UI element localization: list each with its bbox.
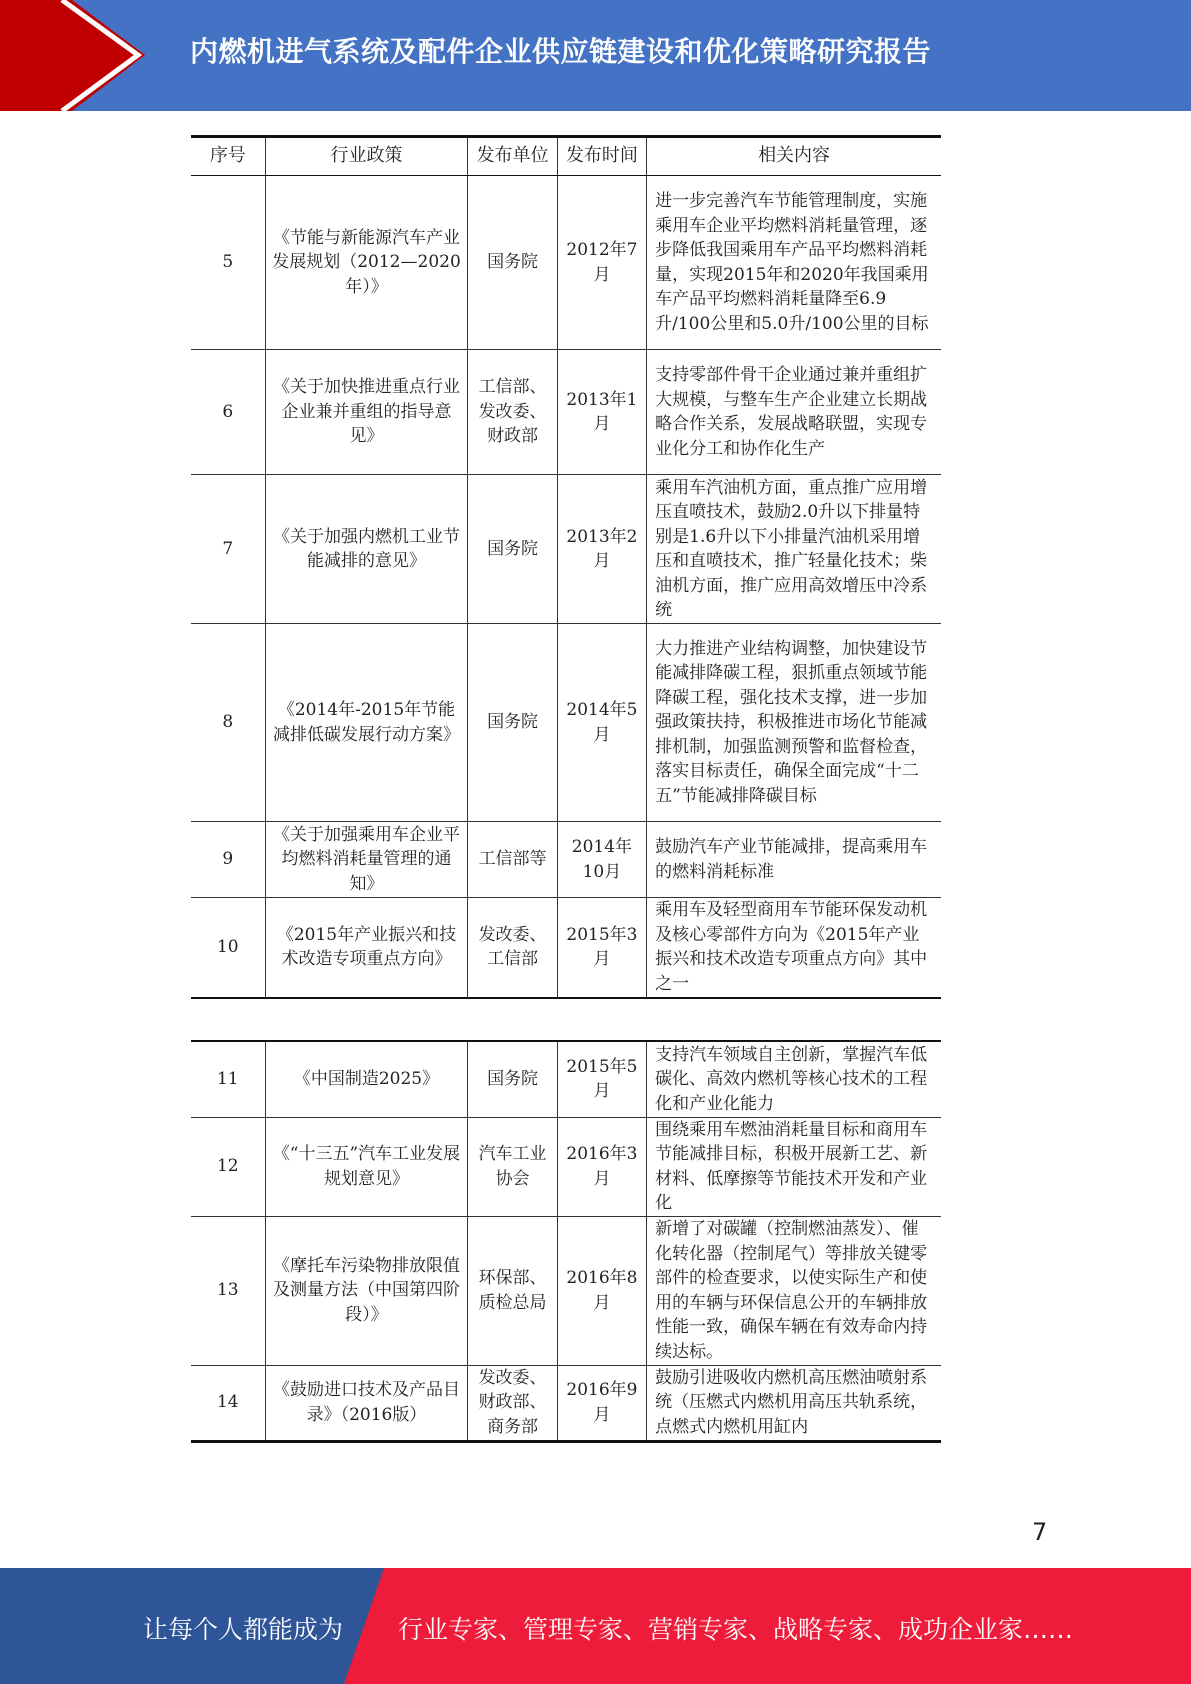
row-org: 工信部、发改委、财政部 bbox=[468, 350, 557, 475]
table-row bbox=[191, 176, 941, 350]
row-policy: 《关于加强内燃机工业节能减排的意见》 bbox=[265, 475, 468, 624]
table-row bbox=[191, 898, 941, 998]
row-no: 8 bbox=[191, 624, 265, 822]
table-row bbox=[191, 1117, 941, 1216]
row-date: 2016年9月 bbox=[557, 1365, 646, 1441]
table-row bbox=[191, 1216, 941, 1365]
row-policy: 《摩托车污染物排放限值及测量方法（中国第四阶段）》 bbox=[265, 1216, 468, 1365]
row-policy: 《节能与新能源汽车产业发展规划（2012—2020年）》 bbox=[265, 176, 468, 350]
row-policy: 《2015年产业振兴和技术改造专项重点方向》 bbox=[265, 898, 468, 998]
header-org: 发布单位 bbox=[468, 137, 557, 176]
row-policy: 《“十三五”汽车工业发展规划意见》 bbox=[265, 1117, 468, 1216]
row-content: 支持零部件骨干企业通过兼并重组扩大规模，与整车生产企业建立长期战略合作关系，发展战略联盟，实现专业化分工和协作化生产 bbox=[647, 350, 941, 475]
row-date: 2015年5月 bbox=[557, 1041, 646, 1117]
row-org: 工信部等 bbox=[468, 822, 557, 898]
row-content: 大力推进产业结构调整，加快建设节能减排降碳工程，狠抓重点领域节能降碳工程，强化技术支撑，进一步加强政策扶持，积极推进市场化节能减排机制，加强监测预警和监督检查，落实目标责任，确保全面完成“十二五”节能减排降碳目标 bbox=[647, 624, 941, 822]
table-row bbox=[191, 1041, 941, 1117]
header-date: 发布时间 bbox=[557, 137, 646, 176]
row-date: 2015年3月 bbox=[557, 898, 646, 998]
row-policy: 《2014年-2015年节能减排低碳发展行动方案》 bbox=[265, 624, 468, 822]
policy-table-part1 bbox=[191, 135, 941, 999]
row-policy: 《中国制造2025》 bbox=[265, 1041, 468, 1117]
row-content: 鼓励引进吸收内燃机高压燃油喷射系统（压燃式内燃机用高压共轨系统，点燃式内燃机用缸内 bbox=[647, 1365, 941, 1441]
table-row bbox=[191, 350, 941, 475]
header-policy: 行业政策 bbox=[265, 137, 468, 176]
header-red-arrow bbox=[0, 0, 145, 111]
row-date: 2016年3月 bbox=[557, 1117, 646, 1216]
row-org: 环保部、质检总局 bbox=[468, 1216, 557, 1365]
row-no: 6 bbox=[191, 350, 265, 475]
row-no: 7 bbox=[191, 475, 265, 624]
row-org: 发改委、工信部 bbox=[468, 898, 557, 998]
row-date: 2014年5月 bbox=[557, 624, 646, 822]
row-content: 乘用车及轻型商用车节能环保发动机及核心零部件方向为《2015年产业振兴和技术改造专项重点方向》其中之一 bbox=[647, 898, 941, 998]
row-content: 乘用车汽油机方面，重点推广应用增压直喷技术，鼓励2.0升以下排量特别是1.6升以下小排量汽油机采用增压和直喷技术，推广轻量化技术；柴油机方面，推广应用高效增压中冷系统 bbox=[647, 475, 941, 624]
row-no: 12 bbox=[191, 1117, 265, 1216]
row-no: 5 bbox=[191, 176, 265, 350]
row-date: 2013年2月 bbox=[557, 475, 646, 624]
row-policy: 《关于加强乘用车企业平均燃料消耗量管理的通知》 bbox=[265, 822, 468, 898]
table-row bbox=[191, 1365, 941, 1441]
row-no: 11 bbox=[191, 1041, 265, 1117]
row-date: 2012年7月 bbox=[557, 176, 646, 350]
header-banner bbox=[0, 0, 1191, 111]
row-no: 10 bbox=[191, 898, 265, 998]
row-content: 支持汽车领域自主创新，掌握汽车低碳化、高效内燃机等核心技术的工程化和产业化能力 bbox=[647, 1041, 941, 1117]
footer-slogan-left: 让每个人都能成为 bbox=[143, 1615, 344, 1644]
table-row bbox=[191, 822, 941, 898]
row-org: 发改委、财政部、商务部 bbox=[468, 1365, 557, 1441]
footer-banner bbox=[0, 1568, 1191, 1684]
row-no: 9 bbox=[191, 822, 265, 898]
row-content: 进一步完善汽车节能管理制度，实施乘用车企业平均燃料消耗量管理，逐步降低我国乘用车产品平均燃料消耗量，实现2015年和2020年我国乘用车产品平均燃料消耗量降至6.9升/100公里和5.0升/100公里的目标 bbox=[647, 176, 941, 350]
row-content: 鼓励汽车产业节能减排，提高乘用车的燃料消耗标准 bbox=[647, 822, 941, 898]
row-no: 13 bbox=[191, 1216, 265, 1365]
row-no: 14 bbox=[191, 1365, 265, 1441]
table-header-row bbox=[191, 137, 941, 176]
row-policy: 《鼓励进口技术及产品目录》（2016版） bbox=[265, 1365, 468, 1441]
row-date: 2016年8月 bbox=[557, 1216, 646, 1365]
row-content: 围绕乘用车燃油消耗量目标和商用车节能减排目标，积极开展新工艺、新材料、低摩擦等节能技术开发和产业化 bbox=[647, 1117, 941, 1216]
header-no: 序号 bbox=[191, 137, 265, 176]
table-row bbox=[191, 624, 941, 822]
header-content: 相关内容 bbox=[647, 137, 941, 176]
row-org: 国务院 bbox=[468, 1041, 557, 1117]
row-content: 新增了对碳罐（控制燃油蒸发）、催化转化器（控制尾气）等排放关键零部件的检查要求，以使实际生产和使用的车辆与环保信息公开的车辆排放性能一致，确保车辆在有效寿命内持续达标。 bbox=[647, 1216, 941, 1365]
row-org: 国务院 bbox=[468, 475, 557, 624]
row-date: 2013年1月 bbox=[557, 350, 646, 475]
footer-slogan-right: 行业专家、管理专家、营销专家、战略专家、成功企业家…… bbox=[398, 1615, 1074, 1644]
row-org: 国务院 bbox=[468, 176, 557, 350]
row-policy: 《关于加快推进重点行业企业兼并重组的指导意见》 bbox=[265, 350, 468, 475]
row-date: 2014年10月 bbox=[557, 822, 646, 898]
table-row bbox=[191, 475, 941, 624]
policy-table-part2 bbox=[191, 1040, 941, 1443]
row-org: 汽车工业协会 bbox=[468, 1117, 557, 1216]
page-number: 7 bbox=[1032, 1518, 1048, 1546]
report-title: 内燃机进气系统及配件企业供应链建设和优化策略研究报告 bbox=[190, 35, 932, 68]
row-org: 国务院 bbox=[468, 624, 557, 822]
